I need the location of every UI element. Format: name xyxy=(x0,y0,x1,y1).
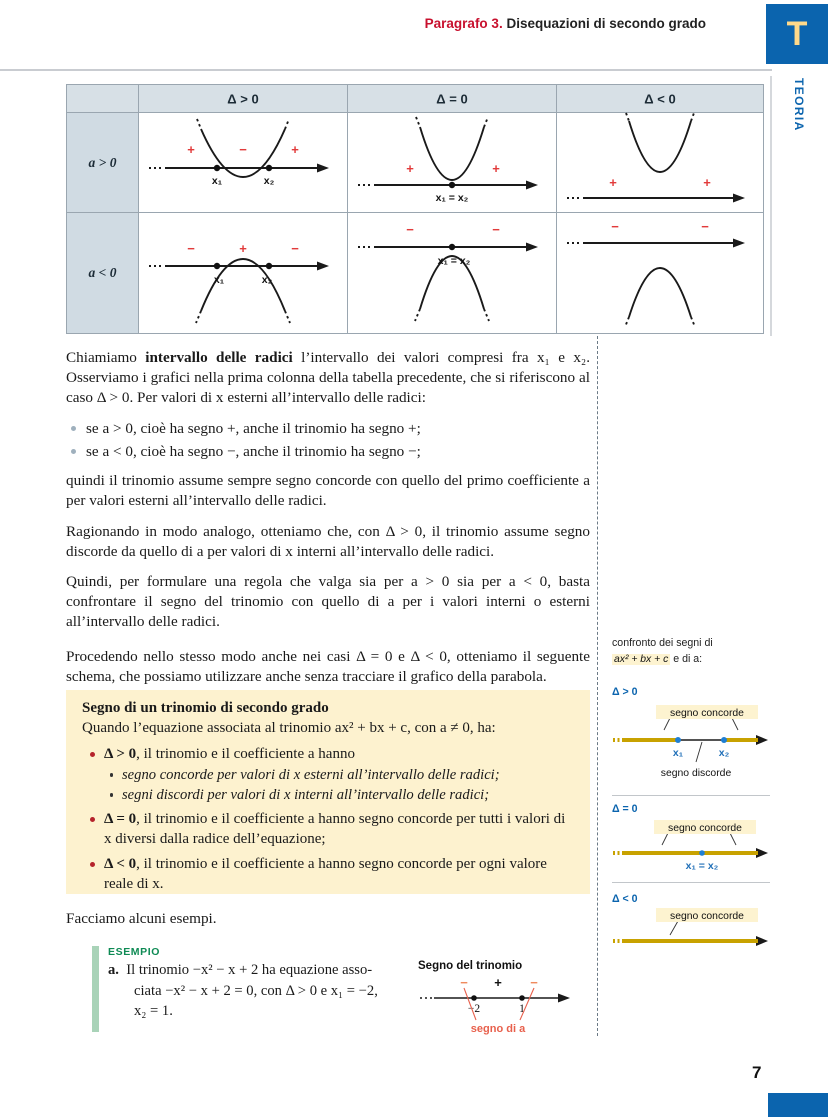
svg-text:−2: −2 xyxy=(467,1003,481,1015)
example-number-line xyxy=(418,976,590,1038)
svg-text:−: − xyxy=(406,222,414,237)
svg-text:x₁ = x₂: x₁ = x₂ xyxy=(435,192,469,204)
margin-number-line-delta-negative xyxy=(612,907,782,959)
svg-text:−: − xyxy=(611,219,619,234)
svg-text:−: − xyxy=(492,222,500,237)
rule-item-delta-zero xyxy=(82,810,574,850)
bullet-dot-icon xyxy=(90,817,95,822)
margin-note-intro-line2: ax² + bx + c e di a: xyxy=(614,652,703,665)
rule-item-delta-positive-tail: , il trinomio e il coefficiente a hanno xyxy=(136,745,355,762)
svg-text:segno discorde: segno discorde xyxy=(660,768,732,779)
rule-box-segno-trinomio xyxy=(66,690,590,894)
header-title-line xyxy=(425,16,706,31)
table-row-header-a-negative: a < 0 xyxy=(67,213,139,333)
example-diagram-title: Segno del trinomio xyxy=(418,960,523,972)
bullet-dot-icon xyxy=(71,449,76,454)
svg-text:x₂: x₂ xyxy=(718,747,730,759)
graph-a-pos-delta-neg xyxy=(557,113,763,213)
rule-item-delta-negative-head: Δ < 0 xyxy=(104,855,137,872)
parabola-down-two-roots xyxy=(139,213,348,333)
rule-item-delta-zero-tail: , il trinomio e il coefficiente a hanno segno concorde per tutti i valori di x diversi dalla radice dell’equazione; xyxy=(104,811,566,848)
svg-text:+: + xyxy=(609,175,617,190)
header-title: Disequazioni di secondo grado xyxy=(506,16,706,31)
parabola-up-two-roots xyxy=(139,113,348,213)
footer-blue-block xyxy=(768,1093,828,1117)
paragraph-segno-concorde: quindi il trinomio assume sempre segno concorde con quello del primo coefficiente a per valori esterni all’intervallo delle radici. xyxy=(66,472,590,510)
sign-table xyxy=(66,84,764,334)
svg-text:−: − xyxy=(530,975,538,990)
table-col-header-delta-pos: Δ > 0 xyxy=(139,85,348,113)
example-sign-diagram xyxy=(418,960,590,1038)
margin-note-delta-label: Δ = 0 xyxy=(612,803,638,815)
margin-note-intro xyxy=(612,636,782,668)
graph-a-pos-delta-zero xyxy=(348,113,557,213)
bullet-dot-icon xyxy=(110,773,113,776)
side-tab-teoria: TEORIA xyxy=(792,78,806,132)
margin-note-intro-line1: confronto dei segni di xyxy=(612,637,713,649)
header-divider-rule xyxy=(0,69,772,71)
margin-number-line-delta-zero xyxy=(612,817,782,879)
bullet-dot-icon xyxy=(71,426,76,431)
graph-a-neg-delta-pos xyxy=(139,213,348,333)
table-col-header-delta-zero: Δ = 0 xyxy=(348,85,557,113)
example-line-3: x₂ = 1. xyxy=(134,1003,173,1020)
example-item-letter: a. xyxy=(108,962,119,978)
svg-text:+: + xyxy=(703,175,711,190)
margin-note-delta-zero xyxy=(612,803,782,879)
svg-text:1: 1 xyxy=(519,1003,525,1015)
bullet-a-negative: se a < 0, cioè ha segno −, anche il trinomio ha segno −; xyxy=(66,442,590,462)
svg-text:+: + xyxy=(187,142,195,157)
page-number: 7 xyxy=(752,1063,762,1082)
rule-box-title: Segno di un trinomio di secondo grado xyxy=(82,700,329,716)
svg-text:x₁: x₁ xyxy=(211,175,223,187)
paragraph-facciamo-esempi: Facciamo alcuni esempi. xyxy=(66,910,217,927)
svg-text:+: + xyxy=(494,975,502,990)
svg-text:segno concorde: segno concorde xyxy=(668,823,742,834)
rule-item-delta-negative-tail: , il trinomio e il coefficiente a hanno segno concorde per ogni valore reale di x. xyxy=(104,855,547,892)
graph-a-neg-no-roots xyxy=(557,213,763,333)
graph-a-neg-delta-zero xyxy=(348,213,557,333)
paragraph-intervallo-radici: Chiamiamo intervallo delle radici l’intervallo dei valori compresi fra x₁ e x₂. Osserviamo i grafici nella prima colonna della tabella precedente, che si riferiscono al caso Δ > 0. Per valori di x esterni all’intervallo delle radici: xyxy=(66,349,591,407)
theory-badge-letter: T xyxy=(786,15,808,53)
svg-text:−: − xyxy=(460,975,468,990)
paragraph-schema-intro: Procedendo nello stesso modo anche nei casi Δ = 0 e Δ < 0, otteniamo il seguente schema, che possiamo utilizzare anche senza tracciare il grafico della parabola. xyxy=(66,647,590,685)
parabola-down-one-root xyxy=(348,213,557,333)
margin-note-delta-positive xyxy=(612,686,782,782)
svg-text:segno concorde: segno concorde xyxy=(670,708,744,719)
paragraph-regola-generale: Quindi, per formulare una regola che valga sia per a > 0 sia per a < 0, basta confrontare il segno del trinomio con quello di a per i valori interni o esterni all’intervallo delle radici. xyxy=(66,572,590,631)
side-rail xyxy=(770,76,772,336)
rule-item-delta-positive-head: Δ > 0 xyxy=(104,745,137,762)
svg-text:x₁: x₁ xyxy=(672,747,684,759)
svg-text:x₂: x₂ xyxy=(263,175,275,187)
example-line-1: Il trinomio −x² − x + 2 ha equazione asso- xyxy=(126,962,373,978)
svg-text:+: + xyxy=(406,161,414,176)
svg-text:x₁ = x₂: x₁ = x₂ xyxy=(685,860,719,872)
table-row-header-a-positive: a > 0 xyxy=(67,113,139,213)
margin-note-delta-label: Δ < 0 xyxy=(612,893,638,905)
example-body xyxy=(108,960,393,1022)
svg-text:−: − xyxy=(291,241,299,256)
table-col-header-delta-neg: Δ < 0 xyxy=(557,85,763,113)
svg-text:−: − xyxy=(701,219,709,234)
svg-text:x₁: x₁ xyxy=(213,274,225,286)
margin-note-delta-label: Δ > 0 xyxy=(612,686,638,698)
margin-note-delta-negative xyxy=(612,893,782,959)
rule-item-delta-zero-head: Δ = 0 xyxy=(104,811,137,828)
bullet-a-positive: se a > 0, cioè ha segno +, anche il trinomio ha segno +; xyxy=(66,419,590,439)
svg-text:+: + xyxy=(291,142,299,157)
rule-item-delta-positive xyxy=(82,745,574,765)
graph-a-pos-delta-pos xyxy=(139,113,348,213)
margin-note-separator-1 xyxy=(612,795,770,796)
svg-text:−: − xyxy=(239,142,247,157)
rule-box-intro: Quando l’equazione associata al trinomio ax² + bx + c, con a ≠ 0, ha: xyxy=(82,720,496,736)
rule-subitem-concorde: segno concorde per valori di x esterni all’intervallo delle radici; xyxy=(82,766,574,785)
header-paragraph-label: Paragrafo 3. xyxy=(424,16,503,31)
margin-note-expression: ax² + bx + c xyxy=(614,653,669,665)
svg-text:−: − xyxy=(187,241,195,256)
example-label: ESEMPIO xyxy=(108,946,161,958)
parabola-up-one-root xyxy=(348,113,557,213)
svg-text:+: + xyxy=(239,241,247,256)
column-divider xyxy=(597,336,598,1036)
example-accent-bar xyxy=(92,946,99,1032)
svg-text:x₂: x₂ xyxy=(261,274,273,286)
rule-subitem-discordi: segni discordi per valori di x interni all’intervallo delle radici; xyxy=(82,786,574,805)
bullet-dot-icon xyxy=(90,862,95,867)
bullet-dot-icon xyxy=(110,793,113,796)
bullet-dot-icon xyxy=(90,752,95,757)
paragraph-segno-discorde: Ragionando in modo analogo, otteniamo che, con Δ > 0, il trinomio assume segno discorde da quello di a per valori di x interni all’intervallo delle radici. xyxy=(66,522,590,560)
example-line-2: ciata −x² − x + 2 = 0, con Δ > 0 e x₁ = −2, xyxy=(134,982,378,999)
svg-text:segno concorde: segno concorde xyxy=(670,911,744,922)
example-diagram-callout: segno di a xyxy=(470,1023,526,1035)
margin-number-line-delta-positive xyxy=(612,700,782,782)
main-text-column xyxy=(66,348,590,697)
theory-badge xyxy=(766,4,828,64)
svg-text:x₁ = x₂: x₁ = x₂ xyxy=(437,255,471,267)
parabola-up-no-roots xyxy=(557,113,763,213)
parabola-down-no-roots xyxy=(557,213,763,333)
table-corner-cell xyxy=(67,85,139,113)
rule-item-delta-negative xyxy=(82,855,574,895)
svg-text:+: + xyxy=(492,161,500,176)
margin-note-separator-2 xyxy=(612,882,770,883)
